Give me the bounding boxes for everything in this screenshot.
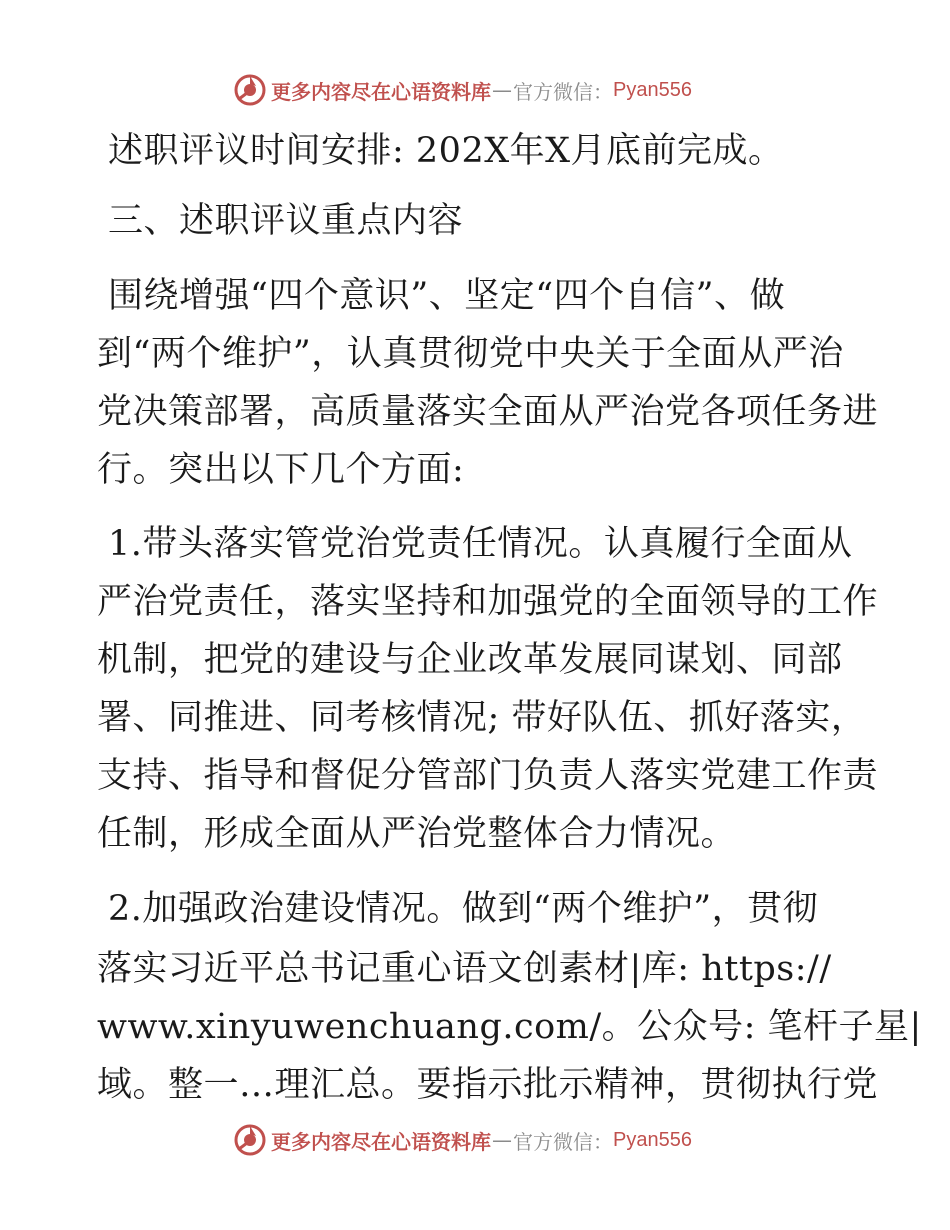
text-line: 2.加强政治建设情况。做到“两个维护”，贯彻	[108, 889, 819, 929]
watermark-label: 官方微信：	[513, 79, 613, 104]
text-line: 机制，把党的建设与企业改革发展同谋划、同部	[97, 640, 843, 680]
watermark-id: Pyan556	[613, 78, 692, 101]
watermark-label: 官方微信：	[513, 1129, 613, 1154]
text-line: 支持、指导和督促分管部门负责人落实党建工作责	[97, 756, 879, 796]
text-line: 行。突出以下几个方面:	[97, 450, 465, 490]
watermark-brand: 更多内容尽在心语资料库	[271, 1129, 491, 1154]
text-line: 域。整一…理汇总。要指示批示精神，贯彻执行党	[97, 1065, 879, 1105]
text-line: 署、同推进、同考核情况; 带好队伍、抓好落实，	[97, 698, 867, 738]
text-line: 围绕增强“四个意识”、坚定“四个自信”、做	[108, 276, 786, 316]
text-line: 党决策部署，高质量落实全面从严治党各项任务进	[97, 392, 879, 432]
watermark-dash: —	[492, 78, 512, 102]
text-line: www.xinyuwenchuang.com/。公众号: 笔杆子星|	[97, 1007, 922, 1047]
text-line: 到“两个维护”，认真贯彻党中央关于全面从严治	[97, 334, 844, 374]
brand-logo-icon	[233, 73, 267, 107]
header-watermark	[233, 73, 692, 107]
footer-watermark	[233, 1123, 692, 1157]
watermark-id: Pyan556	[613, 1128, 692, 1151]
text-line: 严治党责任，落实坚持和加强党的全面领导的工作	[97, 582, 879, 622]
text-line: 任制，形成全面从严治党整体合力情况。	[97, 814, 737, 854]
watermark-brand: 更多内容尽在心语资料库	[271, 79, 491, 104]
watermark-dash: —	[492, 1128, 512, 1152]
text-line: 1.带头落实管党治党责任情况。认真履行全面从	[108, 524, 853, 564]
text-line: 落实习近平总书记重心语文创素材|库: https://	[97, 949, 832, 989]
brand-logo-icon	[233, 1123, 267, 1157]
text-line: 述职评议时间安排: 202X年X月底前完成。	[108, 131, 784, 171]
section-heading: 三、述职评议重点内容	[108, 201, 464, 241]
